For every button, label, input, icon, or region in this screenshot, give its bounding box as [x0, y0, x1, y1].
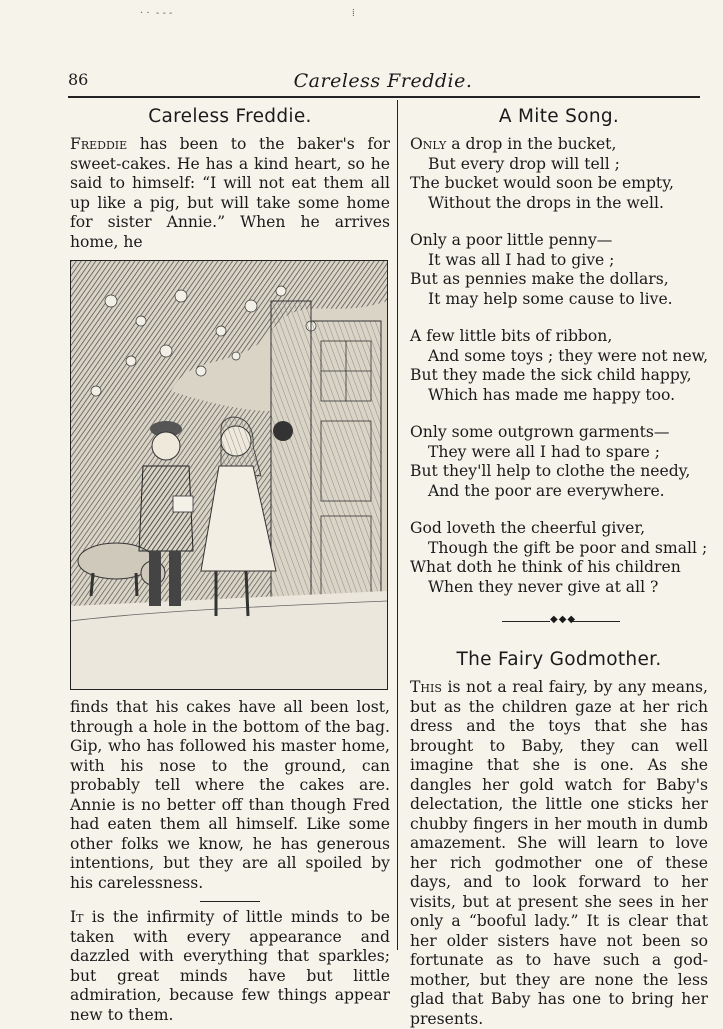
right-column [410, 104, 708, 1029]
print-speck: · · - - - [140, 8, 173, 19]
section-rule [200, 901, 260, 902]
poem-line: Which has made me happy too. [428, 385, 676, 404]
poem-line-lead: Only [410, 135, 447, 153]
article-text: is not a real fairy, by any means, but as the children gaze at her rich dress and the toys that she has brought to Baby, they can well imagine that she is one. As she dangles her gold watch for Baby's delectation, the little one sticks her chubby fingers in her mouth in dumb amazement. She will learn to love her rich godmother one of these days, and to look forward to her visits, but at present she sees in her only a “booful lady.” It is clear that her older sisters have not been so fortunate as to have such a god-mother, but they are none the less glad that Baby has one to bring her presents. [410, 678, 708, 1028]
page-number: 86 [68, 70, 89, 89]
poem-line: The bucket would soon be empty, [410, 174, 674, 192]
story-intro-lead: Freddie [70, 135, 128, 153]
story-intro-text: has been to the baker's for sweet-cakes. He has a kind heart, so he said to himself: “I will not eat them all up like a pig, but will take some home for sister Annie.” When he arrives home, he [70, 135, 390, 251]
poem-line: But they made the sick child happy, [410, 366, 692, 384]
column-divider [397, 100, 398, 950]
story-intro [70, 135, 390, 252]
print-speck: ⁞ [352, 8, 355, 19]
ornament-bar [502, 621, 550, 622]
article-lead: This [410, 678, 442, 696]
poem-heading: A Mite Song. [498, 106, 620, 127]
poem-stanza [410, 423, 708, 501]
poem-line: When they never give at all ? [428, 577, 659, 596]
article-heading: The Fairy Godmother. [456, 649, 662, 670]
engraving-illustration [70, 260, 388, 690]
moral-paragraph [70, 908, 390, 1025]
ornament-bar [572, 621, 620, 622]
poem-line: God loveth the cheerful giver, [410, 519, 646, 537]
poem [410, 135, 708, 597]
poem-line: It may help some cause to live. [428, 289, 673, 308]
ornament-divider [410, 614, 708, 627]
engraving-svg [71, 261, 387, 689]
running-head [68, 70, 698, 94]
moral-lead: It [70, 908, 84, 926]
poem-line: They were all I had to spare ; [428, 442, 661, 461]
poem-line: And the poor are everywhere. [428, 481, 665, 500]
poem-line-text: a drop in the bucket, [446, 135, 617, 153]
poem-line: It was all I had to give ; [428, 250, 615, 269]
poem-line: But every drop will tell ; [428, 154, 620, 173]
poem-line: Without the drops in the well. [428, 193, 664, 212]
story-heading: Careless Freddie. [148, 106, 312, 127]
poem-line: Though the gift be poor and small ; [428, 538, 708, 557]
poem-stanza [410, 135, 708, 213]
left-column [70, 104, 390, 1025]
poem-line: What doth he think of his children [410, 558, 681, 576]
poem-line: But they'll help to clothe the needy, [410, 462, 691, 480]
poem-line [410, 135, 708, 155]
running-title: Careless Freddie. [293, 70, 473, 92]
article-paragraph [410, 678, 708, 1029]
header-rule [68, 96, 700, 98]
poem-line: A few little bits of ribbon, [410, 327, 613, 345]
poem-stanza [410, 519, 708, 597]
ornament-dots: ◆◆◆ [550, 614, 577, 625]
poem-stanza [410, 327, 708, 405]
moral-text: is the infirmity of little minds to be taken with every appearance and dazzled with everything that sparkles; but great minds have but little admiration, because few things appear new to them. [70, 908, 390, 1024]
poem-line: But as pennies make the dollars, [410, 270, 669, 288]
poem-line: And some toys ; they were not new, [428, 346, 709, 365]
story-continuation: finds that his cakes have all been lost, through a hole in the bottom of the bag. Gip, who has followed his master home, with his nose to the ground, can probably tell where the cakes are. Annie is no better off than though Fred had eaten them all himself. Like some other folks we know, he has generous intentions, but they are all spoiled by his carelessness. [70, 698, 390, 892]
poem-line: Only a poor little penny— [410, 231, 613, 249]
poem-line: Only some outgrown garments— [410, 423, 670, 441]
poem-stanza [410, 231, 708, 309]
